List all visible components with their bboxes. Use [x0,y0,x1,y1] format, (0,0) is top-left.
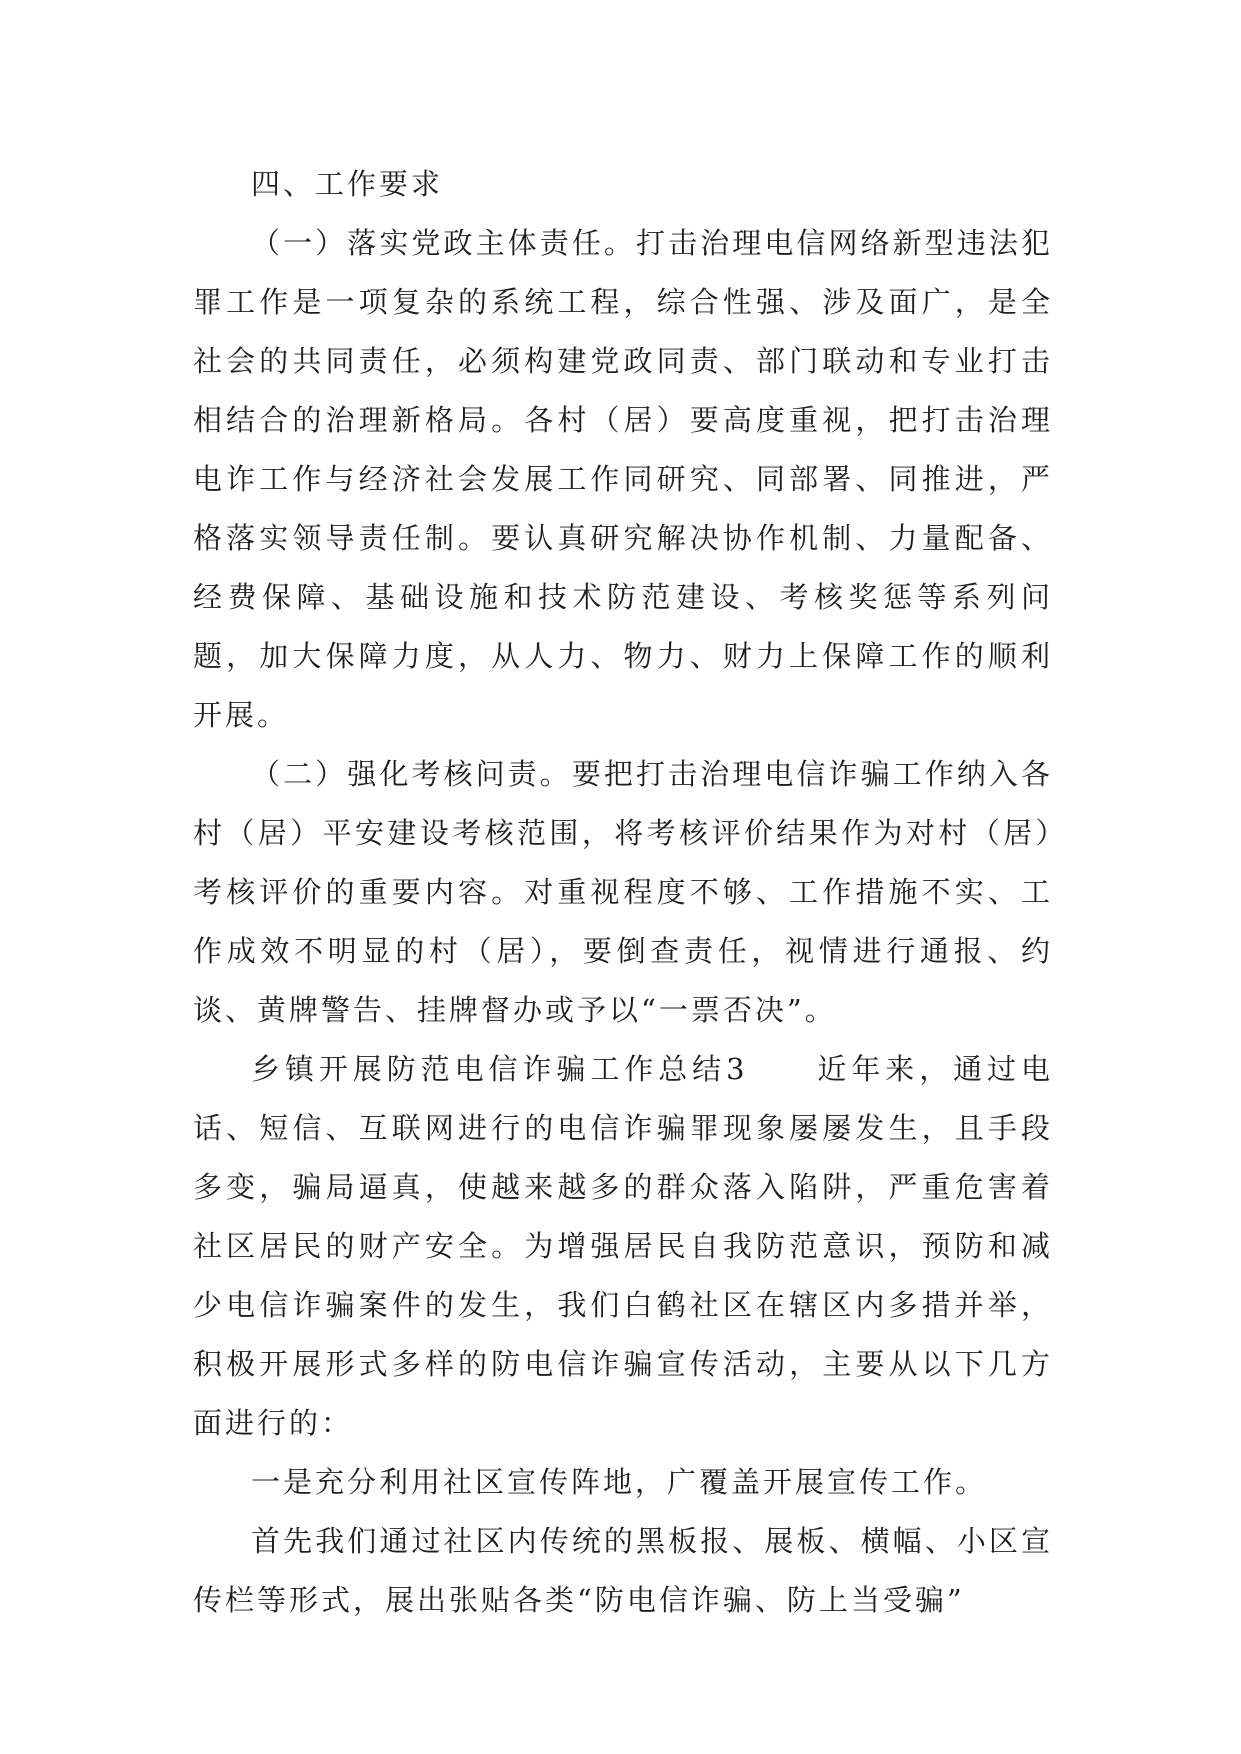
paragraph-publicity-detail: 首先我们通过社区内传统的黑板报、展板、横幅、小区宣传栏等形式，展出张贴各类“防电信诈骗、防上当受骗” [193,1524,1053,1617]
paragraph-party-responsibility: （一）落实党政主体责任。打击治理电信网络新型违法犯罪工作是一项复杂的系统工程，综合性强、涉及面广，是全社会的共同责任，必须构建党政同责、部门联动和专业打击相结合的治理新格局。各村（居）要高度重视，把打击治理电诈工作与经济社会发展工作同研究、同部署、同推进，严格落实领导责任制。要认真研究解决协作机制、力量配备、经费保障、基础设施和技术防范建设、考核奖惩等系列问题，加大保障力度，从人力、物力、财力上保障工作的顺利开展。 [193,226,1053,732]
paragraph-publicity-point: 一是充分利用社区宣传阵地，广覆盖开展宣传工作。 [251,1465,988,1499]
document-body [193,155,1053,1630]
section-heading: 四、工作要求 [251,167,444,201]
paragraph-assessment-accountability: （二）强化考核问责。要把打击治理电信诈骗工作纳入各村（居）平安建设考核范围，将考核评价结果作为对村（居）考核评价的重要内容。对重视程度不够、工作措施不实、工作成效不明显的村（居），要倒查责任，视情进行通报、约谈、黄牌警告、挂牌督办或予以“一票否决”。 [193,757,1053,1027]
paragraph-summary-intro: 乡镇开展防范电信诈骗工作总结3 近年来，通过电话、短信、互联网进行的电信诈骗罪现象屡屡发生，且手段多变，骗局逼真，使越来越多的群众落入陷阱，严重危害着社区居民的财产安全。为增强居民自我防范意识，预防和减少电信诈骗案件的发生，我们白鹤社区在辖区内多措并举，积极开展形式多样的防电信诈骗宣传活动，主要从以下几方面进行的： [193,1052,1053,1440]
